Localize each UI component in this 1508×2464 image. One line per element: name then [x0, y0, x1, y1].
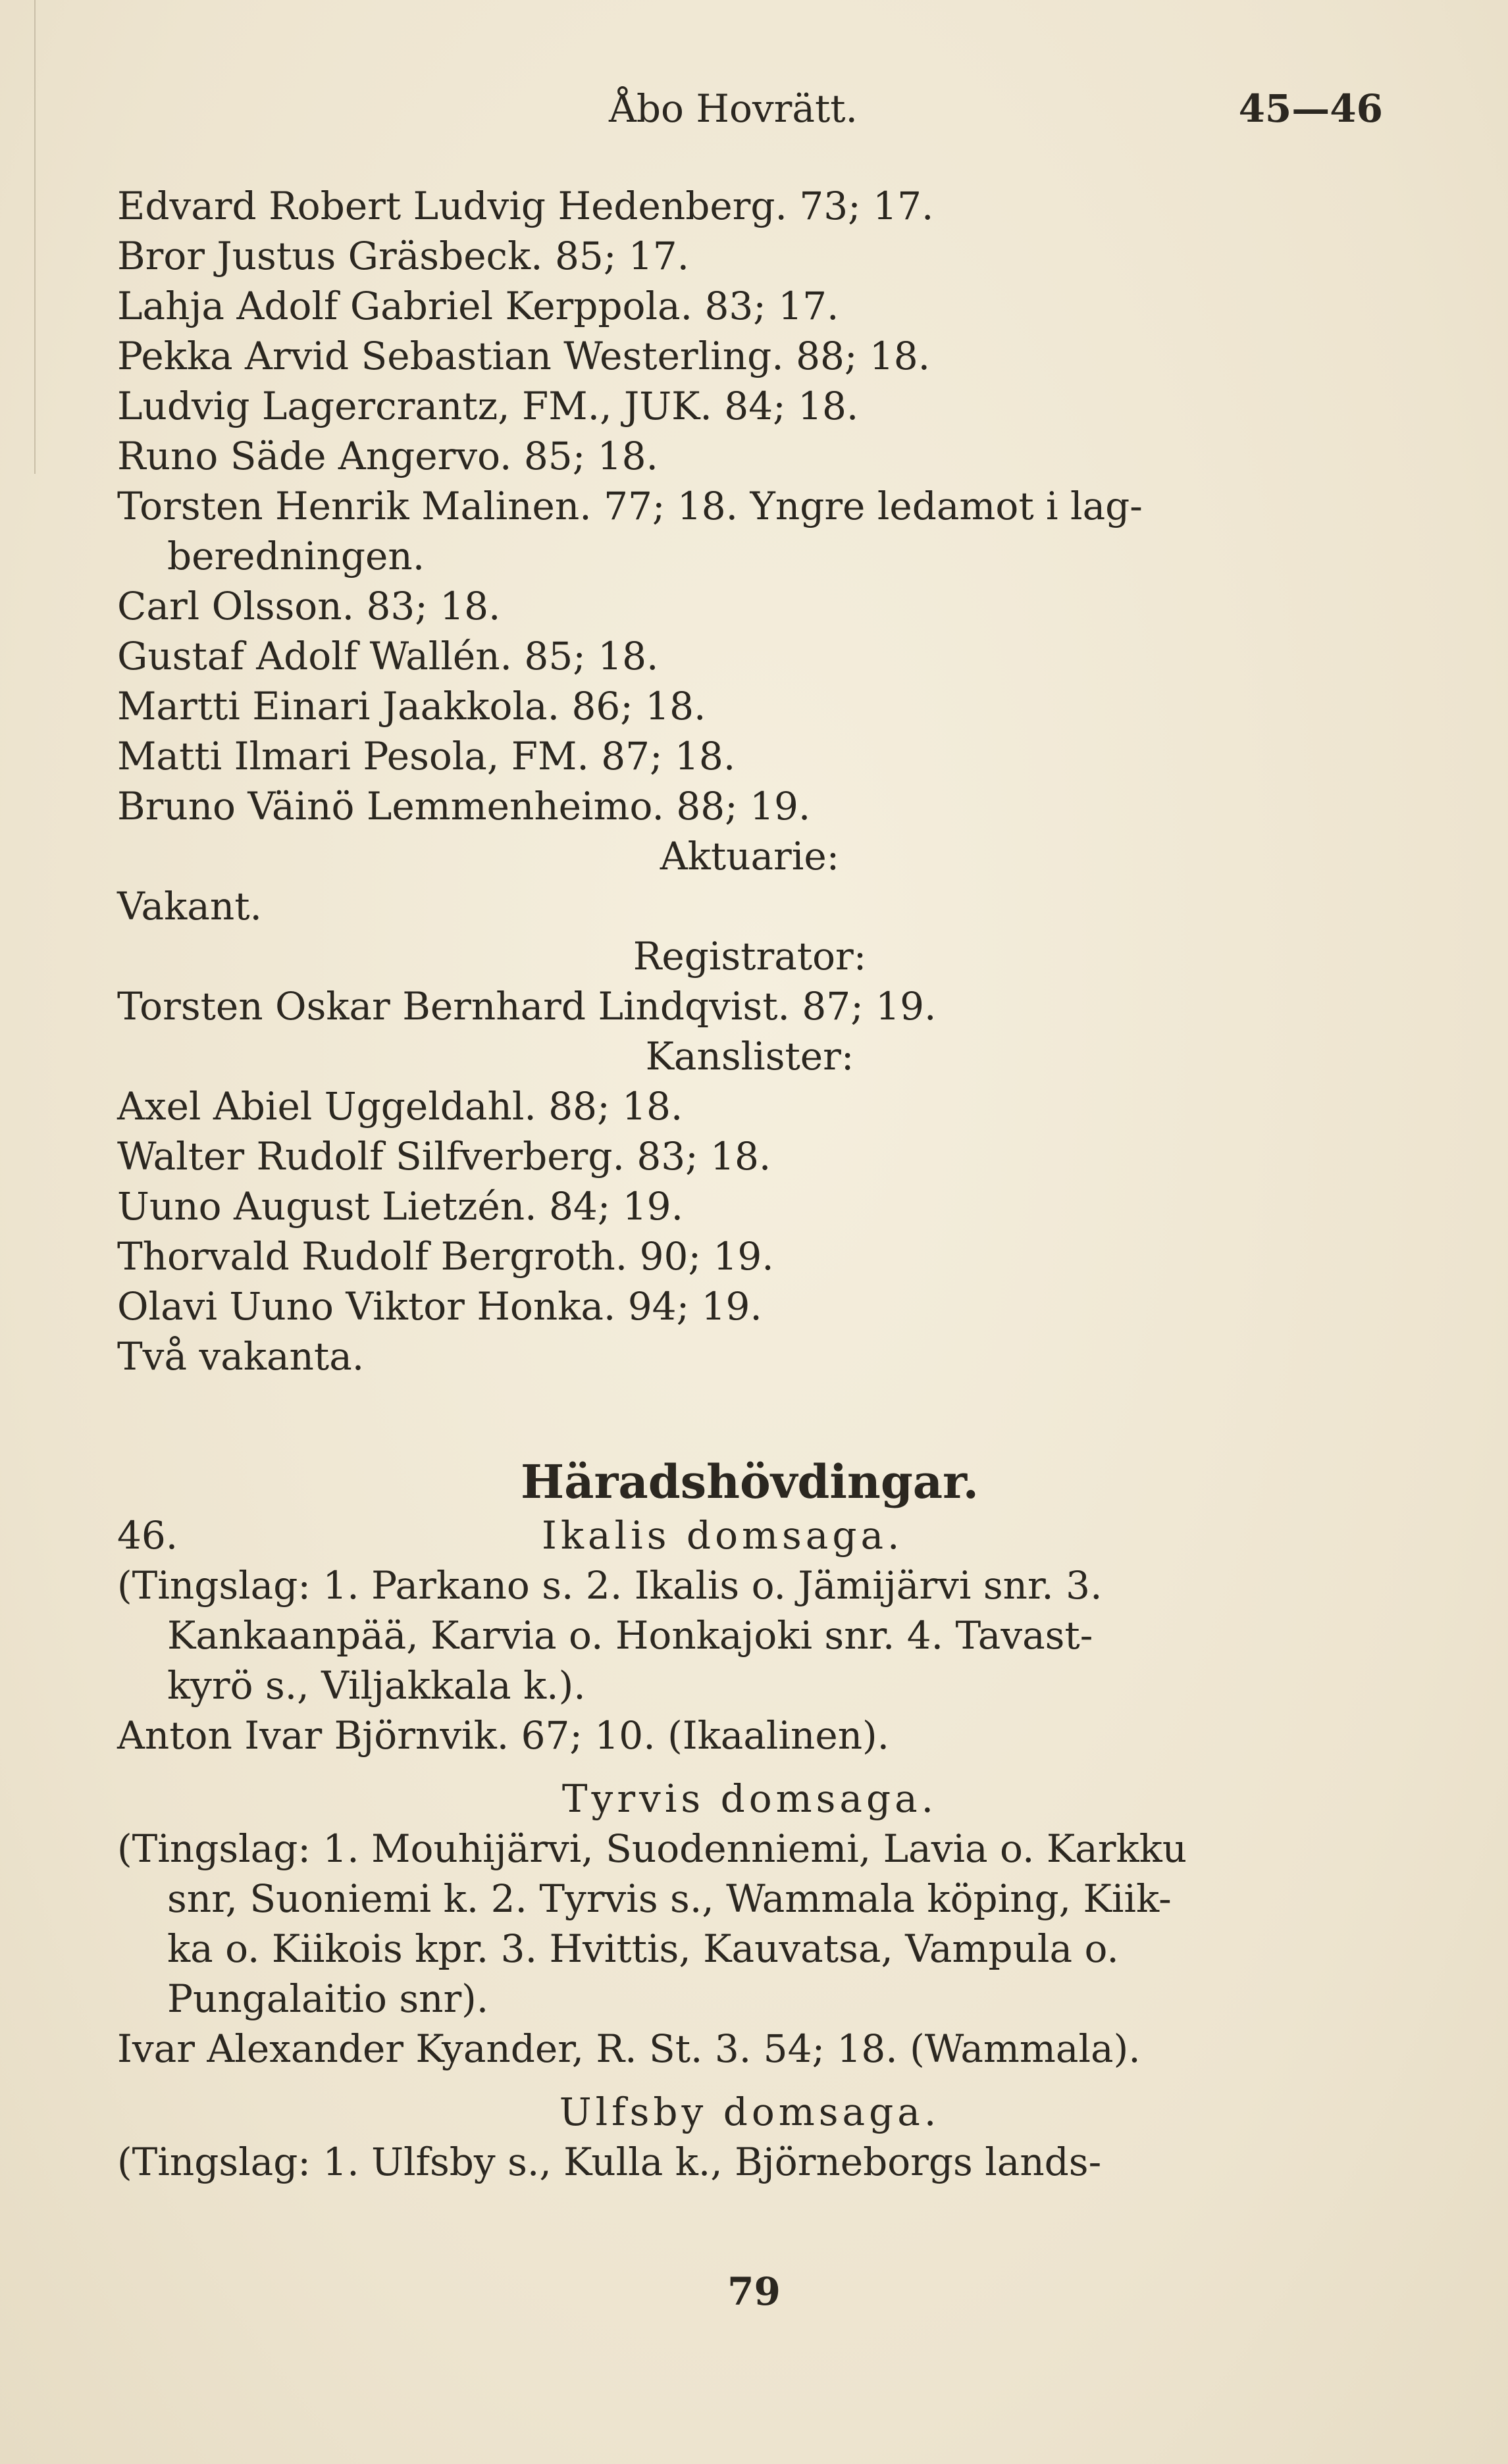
entry-line: Runo Säde Angervo. 85; 18. — [117, 434, 658, 478]
entry-line: Bruno Väinö Lemmenheimo. 88; 19. — [117, 784, 811, 829]
tingslag-line-continued: snr, Suoniemi k. 2. Tyrvis s., Wammala köping, Kiik- — [167, 1876, 1172, 1921]
entry-line-continued: beredningen. — [167, 534, 425, 578]
entry-line: Torsten Oskar Bernhard Lindqvist. 87; 19. — [117, 984, 937, 1029]
district-heading: Tyrvis domsaga. — [561, 1776, 938, 1821]
entry-line: Ludvig Lagercrantz, FM., JUK. 84; 18. — [117, 384, 859, 428]
role-heading-kanslister: Kanslister: — [645, 1034, 854, 1079]
tingslag-line-continued: Kankaanpää, Karvia o. Honkajoki snr. 4. Tavast- — [167, 1613, 1093, 1658]
tingslag-line: (Tingslag: 1. Mouhijärvi, Suodenniemi, Lavia o. Karkku — [117, 1826, 1187, 1871]
entry-line: Edvard Robert Ludvig Hedenberg. 73; 17. — [117, 184, 934, 228]
entry-line: Lahja Adolf Gabriel Kerppola. 83; 17. — [117, 284, 839, 328]
page-edge-line — [34, 0, 36, 474]
running-header — [0, 82, 1508, 135]
text-column — [117, 181, 1382, 2187]
entry-line: Vakant. — [117, 884, 262, 929]
page-number: 79 — [727, 2269, 781, 2314]
entry-line: Gustaf Adolf Wallén. 85; 18. — [117, 634, 659, 679]
entry-line: Walter Rudolf Silfverberg. 83; 18. — [117, 1134, 771, 1179]
role-heading-aktuarie: Aktuarie: — [660, 834, 840, 879]
district-row — [117, 1510, 1382, 1560]
tingslag-line-continued: kyrö s., Viljakkala k.). — [167, 1663, 586, 1708]
entry-line: Uuno August Lietzén. 84; 19. — [117, 1184, 684, 1229]
entry-line: Anton Ivar Björnvik. 67; 10. (Ikaalinen). — [117, 1713, 890, 1758]
section-heading: Häradshövdingar. — [521, 1454, 979, 1509]
tingslag-line-continued: ka o. Kiikois kpr. 3. Hvittis, Kauvatsa, Vampula o. — [167, 1926, 1119, 1971]
entry-line: Pekka Arvid Sebastian Westerling. 88; 18. — [117, 334, 931, 378]
entry-line: Thorvald Rudolf Bergroth. 90; 19. — [117, 1234, 774, 1279]
entry-line: Bror Justus Gräsbeck. 85; 17. — [117, 234, 690, 278]
entry-line: Carl Olsson. 83; 18. — [117, 584, 501, 629]
tingslag-line: (Tingslag: 1. Ulfsby s., Kulla k., Björneborgs lands- — [117, 2140, 1102, 2184]
entry-line: Matti Ilmari Pesola, FM. 87; 18. — [117, 734, 736, 779]
entry-line: Torsten Henrik Malinen. 77; 18. Yngre ledamot i lag- — [117, 484, 1143, 528]
section-numbers: 45—46 — [1238, 86, 1383, 131]
spacer — [117, 1381, 1382, 1433]
tingslag-line: (Tingslag: 1. Parkano s. 2. Ikalis o. Jämijärvi snr. 3. — [117, 1563, 1103, 1608]
running-title: Åbo Hovrätt. — [609, 86, 858, 131]
entry-line: Två vakanta. — [117, 1334, 365, 1379]
section-number: 46. — [117, 1513, 178, 1558]
role-heading-registrator: Registrator: — [633, 934, 867, 979]
entry-line: Olavi Uuno Viktor Honka. 94; 19. — [117, 1284, 762, 1329]
entry-line: Ivar Alexander Kyander, R. St. 3. 54; 18. (Wammala). — [117, 2026, 1141, 2071]
entry-line: Axel Abiel Uggeldahl. 88; 18. — [117, 1084, 683, 1129]
district-heading: Ulfsby domsaga. — [559, 2090, 941, 2134]
entry-line: Martti Einari Jaakkola. 86; 18. — [117, 684, 706, 729]
tingslag-line-continued: Pungalaitio snr). — [167, 1976, 489, 2021]
district-heading: Ikalis domsaga. — [542, 1513, 904, 1558]
